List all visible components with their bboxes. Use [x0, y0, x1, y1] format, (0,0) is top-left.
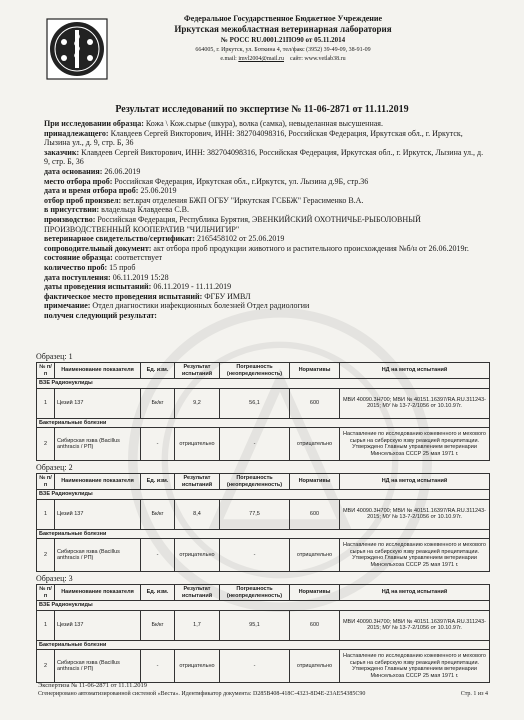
table-row	[37, 388, 490, 418]
group-label: Бактериальные болезни	[37, 529, 490, 539]
col-header: № п/п	[37, 585, 55, 601]
col-header: НД на метод испытаний	[340, 363, 490, 379]
table-row	[37, 428, 490, 461]
info-label: примечание:	[44, 301, 91, 311]
group-row	[37, 640, 490, 650]
cell-norm: отрицательно	[290, 539, 340, 572]
info-label: получен следующий результат:	[44, 310, 157, 320]
col-header: Результат испытаний	[175, 474, 220, 490]
page-number: Стр. 1 из 4	[460, 691, 488, 697]
cell-indicator: Цезий 137	[55, 499, 141, 529]
cell-error: -	[220, 650, 290, 683]
group-label: Бактериальные болезни	[37, 640, 490, 650]
info-line	[44, 282, 484, 292]
org-name: Иркутская межобластная ветеринарная лаборатория	[174, 24, 392, 34]
group-row	[37, 379, 490, 389]
table-row	[37, 499, 490, 529]
cell-method: Наставление по исследованию кожевенного и мехового сырья на сибирскую язву реакцией преципитации. Утверждено Главным управлением ветеринарии Минсельхоза СССР 25 мая 1971 г.	[340, 539, 490, 572]
cell-norm: 600	[290, 610, 340, 640]
info-line	[44, 301, 484, 311]
cell-number: 2	[37, 650, 55, 683]
cell-result: 1,7	[175, 610, 220, 640]
cell-unit: -	[141, 650, 175, 683]
info-value: Российская Федерация, Иркутская обл., г.Иркутск, ул. Лызина д.9Б, стр.36	[112, 176, 369, 186]
cell-result: отрицательно	[175, 650, 220, 683]
col-header: Погрешность (неопределенность)	[220, 363, 290, 379]
info-line	[44, 186, 484, 196]
table-header-row	[37, 363, 490, 379]
accreditation-number: № РОСС RU.0001.21ПО90 от 05.11.2014	[220, 36, 346, 44]
info-label: состояние образца:	[44, 253, 113, 263]
col-header: Результат испытаний	[175, 585, 220, 601]
info-value: 25.06.2019	[138, 186, 177, 196]
sample-3-label: Образец: 3	[36, 574, 73, 583]
cell-unit: -	[141, 428, 175, 461]
info-label: отбор проб произвел:	[44, 195, 122, 205]
info-line	[44, 263, 484, 273]
info-line	[44, 177, 484, 187]
info-value: Кожа \ Кож.сырье (шкура), волка (самка), невыделанная высушенная.	[143, 119, 383, 128]
sample-1-table	[36, 362, 490, 461]
table-header-row	[37, 585, 490, 601]
col-header: Ед. изм.	[141, 363, 175, 379]
group-label: ВЗЕ Радионуклиды	[37, 490, 490, 500]
cell-method: МВИ 40090.3Н700; МВИ № 40151.16397/RA.RU.311243-2015; МУ № 13-7-2/1056 от 10.10.97г.	[340, 499, 490, 529]
col-header: Наименование показателя	[55, 474, 141, 490]
cell-indicator: Сибирская язва (Bacillus anthracis / РП)	[55, 428, 141, 461]
col-header: Ед. изм.	[141, 474, 175, 490]
footer-expertise: Экспертиза № 11-06-2871 от 11.11.2019	[38, 682, 148, 689]
cell-result: отрицательно	[175, 428, 220, 461]
info-label: дата поступления:	[44, 272, 111, 282]
info-value: 06.11.2019 15:28	[110, 272, 169, 282]
info-value: акт отбора проб продукции животного и растительного происхождения №б/н от 26.06.2019г.	[151, 243, 469, 253]
sample-1-label: Образец: 1	[36, 352, 73, 361]
info-line	[44, 292, 484, 302]
col-header: НД на метод испытаний	[340, 474, 490, 490]
cell-error: -	[220, 428, 290, 461]
info-label: дата и время отбора проб:	[44, 186, 139, 196]
cell-number: 1	[37, 610, 55, 640]
info-label: При исследовании образца:	[44, 119, 144, 128]
col-header: № п/п	[37, 474, 55, 490]
info-value: 06.11.2019 - 11.11.2019	[151, 282, 232, 292]
org-type: Федеральное Государственное Бюджетное Учреждение	[183, 14, 383, 23]
table-row	[37, 650, 490, 683]
cell-error: 77,5	[220, 499, 290, 529]
info-value: вет.врач отделения БЖП ОГБУ "Иркутская ГСББЖ" Герасименко В.А.	[121, 195, 364, 205]
group-row	[37, 601, 490, 611]
info-value: 15 проб	[107, 262, 136, 272]
col-header: Наименование показателя	[55, 363, 141, 379]
col-header: Наименование показателя	[55, 585, 141, 601]
email-label: e.mail:	[220, 56, 237, 62]
info-value: Клавдеев Сергей Викторович, ИНН: 382704098316, Российская Федерация, Иркутская обл., г. Иркутск, Лызина ул., д. 9, стр. Б, 36	[44, 147, 484, 167]
info-line	[44, 253, 484, 263]
info-value: 2165458102 от 25.06.2019	[194, 234, 285, 244]
sample-2-label: Образец: 2	[36, 463, 73, 472]
cell-unit: -	[141, 539, 175, 572]
cell-error: 95,1	[220, 610, 290, 640]
col-header: Нормативы	[290, 585, 340, 601]
info-value: Отдел диагностики инфекционных болезней Отдел радиологии	[90, 301, 310, 311]
col-header: Нормативы	[290, 363, 340, 379]
org-contacts	[118, 56, 448, 62]
laboratory-logo-icon	[46, 18, 108, 80]
document-title: Результат исследований по экспертизе № 11-06-2871 от 11.11.2019	[115, 104, 409, 115]
cell-number: 2	[37, 428, 55, 461]
table-row	[37, 539, 490, 572]
info-label: дата основания:	[44, 166, 103, 176]
cell-indicator: Сибирская язва (Bacillus anthracis / РП)	[55, 539, 141, 572]
info-line	[44, 205, 484, 215]
group-row	[37, 529, 490, 539]
info-line	[44, 196, 484, 206]
cell-number: 1	[37, 499, 55, 529]
cell-method: МВИ 40090.3Н700; МВИ № 40151.16397/RA.RU.311243-2015; МУ № 13-7-2/1056 от 10.10.97г.	[340, 388, 490, 418]
info-line	[44, 119, 484, 129]
info-label: фактическое место проведения испытаний:	[44, 291, 203, 301]
info-label: количество проб:	[44, 262, 108, 272]
cell-method: Наставление по исследованию кожевенного и мехового сырья на сибирскую язву реакцией преципитации. Утверждено Главным управлением ветеринарии Минсельхоза СССР 25 мая 1971 г.	[340, 428, 490, 461]
group-label: Бактериальные болезни	[37, 418, 490, 428]
cell-result: 8,4	[175, 499, 220, 529]
col-header: Погрешность (неопределенность)	[220, 474, 290, 490]
cell-unit: Бк/кг	[141, 610, 175, 640]
col-header: НД на метод испытаний	[340, 585, 490, 601]
info-line	[44, 244, 484, 254]
info-value: Клавдеев Сергей Викторович, ИНН: 382704098316, Российская Федерация, Иркутская обл., г. Иркутск, Лызина ул., д. 9, стр. Б, 36	[44, 128, 463, 148]
cell-indicator: Цезий 137	[55, 610, 141, 640]
cell-result: 9,2	[175, 388, 220, 418]
footer-generated-text: Сгенерировано автоматизированной системой «Веста». Идентификатор документа: D285B408-418C-4323-8D4E-23AE54385C90	[38, 691, 366, 697]
cell-norm: 600	[290, 388, 340, 418]
table-header-row	[37, 474, 490, 490]
info-label: в присутствии:	[44, 205, 100, 215]
info-line	[44, 129, 484, 148]
info-label: сопроводительный документ:	[44, 243, 152, 253]
cell-method: МВИ 40090.3Н700; МВИ № 40151.16397/RA.RU.311243-2015; МУ № 13-7-2/1056 от 10.10.97г.	[340, 610, 490, 640]
info-line	[44, 311, 484, 321]
info-line	[44, 215, 484, 234]
info-line	[44, 234, 484, 244]
group-label: ВЗЕ Радионуклиды	[37, 379, 490, 389]
info-value: Российская Федерация, Республика Бурятия, ЭВЕНКИЙСКИЙ ОХОТНИЧЬЕ-РЫБОЛОВНЫЙ ПРОИЗВОДСТВЕННЫЙ КООПЕРАТИВ "ЧИЛЬЧИГИР"	[44, 214, 421, 234]
cell-number: 1	[37, 388, 55, 418]
email-link[interactable]: imvl2004@mail.ru	[238, 56, 285, 62]
cell-norm: отрицательно	[290, 650, 340, 683]
col-header: Нормативы	[290, 474, 340, 490]
group-label: ВЗЕ Радионуклиды	[37, 601, 490, 611]
org-address: 664005, г. Иркутск, ул. Боткина 4, тел/факс (3952) 39-49-09, 38-91-09	[195, 47, 371, 53]
footer-generated	[38, 691, 488, 697]
group-row	[37, 490, 490, 500]
info-value: ФГБУ ИМВЛ	[202, 291, 251, 301]
info-value: 26.06.2019	[102, 166, 141, 176]
cell-norm: отрицательно	[290, 428, 340, 461]
sample-2-table	[36, 473, 490, 572]
info-label: даты проведения испытаний:	[44, 282, 152, 292]
info-label: место отбора проб:	[44, 176, 113, 186]
info-label: производство:	[44, 214, 96, 224]
info-line	[44, 148, 484, 167]
letterhead	[118, 14, 448, 62]
cell-unit: Бк/кг	[141, 499, 175, 529]
info-value: соответствует	[112, 253, 163, 263]
website-text[interactable]: сайт: www.vetlab38.ru	[290, 56, 346, 62]
cell-number: 2	[37, 539, 55, 572]
col-header: Ед. изм.	[141, 585, 175, 601]
cell-result: отрицательно	[175, 539, 220, 572]
info-label: заказчик:	[44, 147, 80, 157]
cell-norm: 600	[290, 499, 340, 529]
info-label: ветеринарное свидетельство/сертификат:	[44, 234, 195, 244]
col-header: № п/п	[37, 363, 55, 379]
info-line	[44, 167, 484, 177]
info-label: принадлежащего:	[44, 128, 109, 138]
col-header: Погрешность (неопределенность)	[220, 585, 290, 601]
cell-indicator: Сибирская язва (Bacillus anthracis / РП)	[55, 650, 141, 683]
sample-3-table	[36, 584, 490, 683]
cell-error: -	[220, 539, 290, 572]
group-row	[37, 418, 490, 428]
info-value: владельца Клавдеева С.В.	[99, 205, 189, 215]
cell-error: 56,1	[220, 388, 290, 418]
cell-unit: Бк/кг	[141, 388, 175, 418]
col-header: Результат испытаний	[175, 363, 220, 379]
cell-indicator: Цезий 137	[55, 388, 141, 418]
table-row	[37, 610, 490, 640]
sample-info-block	[44, 119, 484, 320]
cell-method: Наставление по исследованию кожевенного и мехового сырья на сибирскую язву реакцией преципитации. Утверждено Главным управлением ветеринарии Минсельхоза СССР 25 мая 1971 г.	[340, 650, 490, 683]
info-line	[44, 273, 484, 283]
